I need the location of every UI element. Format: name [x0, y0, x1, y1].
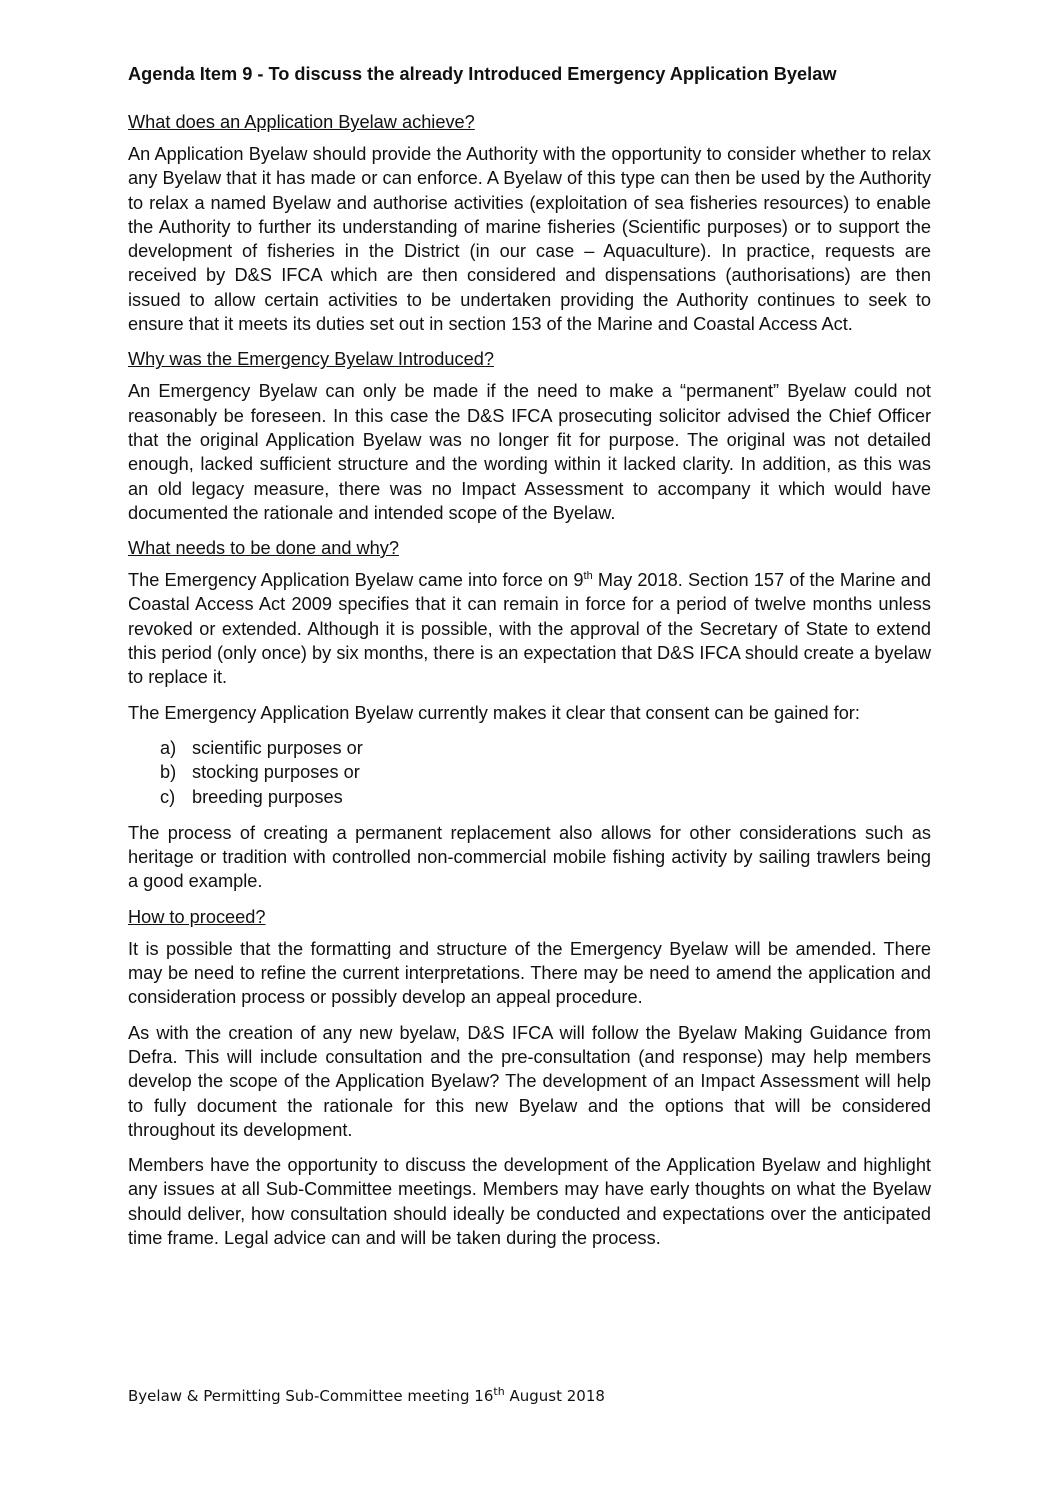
section-what-needs-doing: [128, 536, 931, 894]
paragraph: The Emergency Application Byelaw currently makes it clear that consent can be gained for:: [128, 702, 860, 723]
section-heading: What does an Application Byelaw achieve?: [128, 112, 475, 132]
section-heading: How to proceed?: [128, 906, 266, 927]
footer-superscript: th: [493, 1385, 505, 1398]
paragraph: An Application Byelaw should provide the Authority with the opportunity to consider whether to relax any Byelaw that it has made or can enforce. A Byelaw of this type can then be used by the Authority to relax a named Byelaw and authorise activities (exploitation of sea fisheries resources) to enable the Authority to further its understanding of marine fisheries (Scientific purposes) or to support the development of fisheries in the District (in our case – Aquaculture). In practice, requests are received by D&S IFCA which are then considered and dispensations (authorisations) are then issued to allow certain activities to be undertaken providing the Authority continues to seek to ensure that it meets its duties set out in section 153 of the Marine and Coastal Access Act.: [128, 144, 931, 335]
list-item-text: breeding purposes: [192, 786, 343, 807]
paragraph: An Emergency Byelaw can only be made if the need to make a “permanent” Byelaw could not reasonably be foreseen. In this case the D&S IFCA prosecuting solicitor advised the Chief Officer that the original Application Byelaw was no longer fit for purpose. The original was not detailed enough, lacked sufficient structure and the wording within it lacked clarity. In addition, as this was an old legacy measure, there was no Impact Assessment to accompany it which would have documented the rationale and intended scope of the Byelaw.: [128, 381, 931, 523]
section-emergency-byelaw: [128, 347, 931, 525]
superscript: th: [583, 570, 593, 583]
list-marker: a): [160, 737, 177, 758]
list-item: [128, 785, 931, 809]
list-item: [128, 760, 931, 784]
paragraph: As with the creation of any new byelaw, D&S IFCA will follow the Byelaw Making Guidance from Defra. This will include consultation and the pre-consultation (and response) may help members develop the scope of the Application Byelaw? The development of an Impact Assessment will help to fully document the rationale for this new Byelaw and the options that will be considered throughout its development.: [128, 1022, 931, 1140]
paragraph: Members have the opportunity to discuss the development of the Application Byelaw and highlight any issues at all Sub-Committee meetings. Members may have early thoughts on what the Byelaw should deliver, how consultation should ideally be conducted and expectations over the anticipated time frame. Legal advice can and will be taken during the process.: [128, 1155, 931, 1248]
paragraph: It is possible that the formatting and structure of the Emergency Byelaw will be amended. There may be need to refine the current interpretations. There may be need to amend the application and consideration process or possibly develop an appeal procedure.: [128, 938, 931, 1008]
list-marker: b): [160, 762, 177, 783]
purposes-list: [128, 736, 931, 809]
section-heading: Why was the Emergency Byelaw Introduced?: [128, 349, 494, 370]
paragraph: The process of creating a permanent replacement also allows for other considerations such as heritage or tradition with controlled non-commercial mobile fishing activity by sailing trawlers being a good example.: [128, 822, 931, 892]
section-heading: What needs to be done and why?: [128, 538, 399, 559]
footer-text: Byelaw & Permitting Sub-Committee meeting 16: [128, 1387, 494, 1405]
page-footer: [128, 1386, 605, 1406]
section-application-byelaw: [128, 110, 931, 336]
text-run: May 2018. Section 157 of the Marine and Coastal Access Act 2009 specifies that it can remain in force for a period of twelve months unless revoked or extended. Although it is possible, with the approval of the Secretary of State to extend this period (only once) by six months, there is an expectation that D&S IFCA should create a byelaw to replace it.: [128, 570, 931, 688]
list-item: [128, 736, 931, 760]
list-marker: c): [160, 786, 176, 807]
paragraph: [128, 568, 931, 689]
page-title: Agenda Item 9 - To discuss the already Introduced Emergency Application Byelaw: [128, 64, 837, 84]
section-how-to-proceed: [128, 905, 931, 1251]
footer-text: August 2018: [504, 1387, 605, 1405]
text-run: The Emergency Application Byelaw came into force on 9: [128, 570, 584, 591]
document-body: [128, 62, 931, 1261]
list-item-text: scientific purposes or: [192, 737, 363, 758]
list-item-text: stocking purposes or: [192, 762, 360, 783]
